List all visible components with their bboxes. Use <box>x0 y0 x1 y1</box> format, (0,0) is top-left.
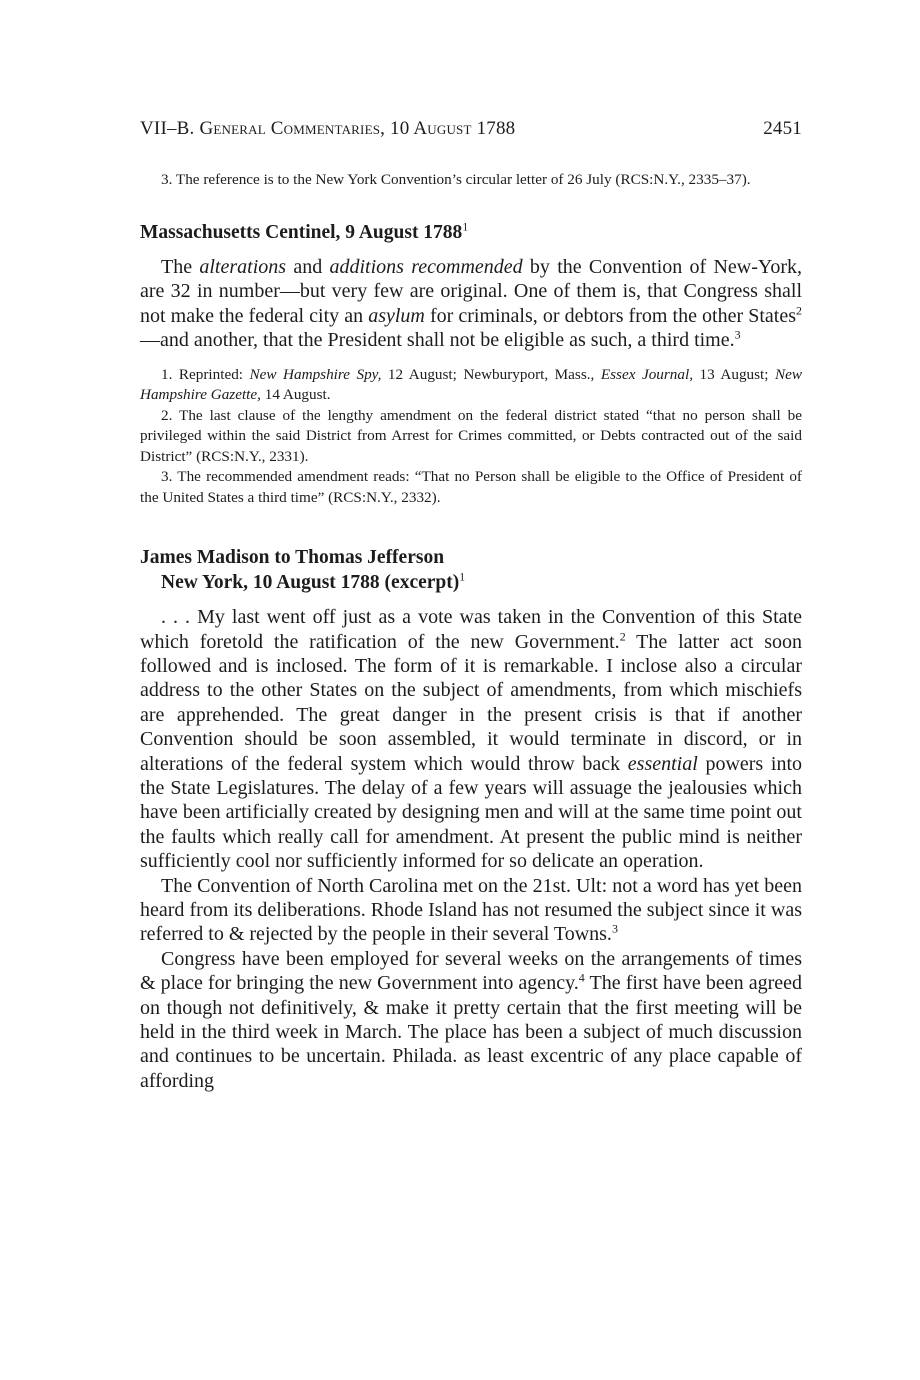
text-run: The Convention of North Carolina met on the 21st. Ult: not a word has yet been heard from its deliberations. Rhode Island has not resumed the subject since it was referred to & rejected by the people in their several Towns. <box>140 874 802 946</box>
centinel-footnotes <box>140 365 802 509</box>
footnote-marker: 1 <box>462 220 469 233</box>
text-run: The first have been agreed on though not definitively, & make it pretty certain that the first meeting will be held in the third week in March. The place has been a subject of much discussion and continues to be uncertain. Philada. as least excentric of any place capable of affording <box>140 972 803 1092</box>
footnote-marker: 1 <box>459 570 466 584</box>
italic-run: Essex Journal, <box>600 365 693 383</box>
footnote-marker: 2 <box>796 303 802 318</box>
footnote-marker: 3 <box>734 327 741 342</box>
text-run: for criminals, or debtors from the other States <box>424 304 796 327</box>
text-run: . . . My last went off just as a vote was taken in the Convention of this State which foretold the ratification of the new Government. <box>140 606 802 653</box>
footnote-marker: 2 <box>619 628 626 643</box>
text-run: The latter act soon followed and is inclosed. The form of it is remarkable. I inclose also a circular address to the other States on the subject of amendments, from which mischiefs are apprehended. The great danger in the present crisis is that if another Convention should be soon assembled, it would terminate in discord, or in alterations of the federal system which would throw back <box>140 630 802 775</box>
madison-paragraph-1 <box>140 605 802 873</box>
text-run: 12 August; Newburyport, Mass., <box>381 365 601 383</box>
italic-run: New Hampshire Gazette, <box>140 365 803 404</box>
madison-paragraph-3 <box>140 947 802 1093</box>
italic-run: essential <box>627 752 698 775</box>
footnote-1 <box>140 365 802 406</box>
text-run: 13 August; <box>693 365 775 383</box>
running-head <box>140 118 802 152</box>
text-run: The <box>161 256 200 278</box>
section-heading-centinel <box>140 221 802 246</box>
text-run: by the Convention of New-York, are 32 in number—but very few are original. One of them is, that Congress shall not make the federal city an <box>140 256 802 327</box>
section-heading-text: Massachusetts Centinel, 9 August 1788 <box>140 221 463 243</box>
section-heading-madison <box>140 546 802 571</box>
section-heading-text: James Madison to Thomas Jefferson <box>140 547 445 569</box>
footnote-marker: 4 <box>578 970 585 985</box>
footnote-3: 3. The recommended amendment reads: “That no Person shall be eligible to the Office of President of the United States a third time” (RCS:N.Y., 2332). <box>140 468 802 506</box>
text-run: and <box>286 256 330 278</box>
italic-run: New Hampshire Spy, <box>249 365 382 383</box>
document-page <box>140 118 802 1093</box>
section-subheading-madison <box>161 571 802 596</box>
italic-run: alterations <box>199 256 287 278</box>
footnote-2: 2. The last clause of the lengthy amendment on the federal district stated “that no person shall be privileged within the said District from Arrest for Crimes committed, or Debts contracted out of the said District” (RCS:N.Y., 2331). <box>140 406 802 465</box>
text-run: Congress have been employed for several weeks on the arrangements of times & place for bringing the new Government into agency. <box>140 947 802 995</box>
footnote-marker: 3 <box>611 921 618 936</box>
text-run: 1. Reprinted: <box>161 365 250 383</box>
madison-paragraph-2 <box>140 874 802 947</box>
running-head-title: VII–B. General Commentaries, 10 August 1788 <box>140 118 516 139</box>
italic-run: asylum <box>368 304 425 327</box>
page-number: 2451 <box>763 118 802 139</box>
section-subheading-text: New York, 10 August 1788 (excerpt) <box>161 571 460 593</box>
text-run: —and another, that the President shall not be eligible as such, a third time. <box>140 329 735 352</box>
centinel-paragraph <box>140 255 802 353</box>
italic-run: additions recommended <box>329 256 523 278</box>
carry-over-footnote: 3. The reference is to the New York Convention’s circular letter of 26 July (RCS:N.Y., 2335–37). <box>161 171 751 188</box>
text-run: 14 August. <box>260 386 331 404</box>
text-run: powers into the State Legislatures. The delay of a few years will assuage the jealousies which have been artificially created by designing men and will at the same time point out the faults which really call for amendment. At present the public mind is neither sufficiently cool nor sufficiently informed for so delicate an operation. <box>140 752 802 873</box>
